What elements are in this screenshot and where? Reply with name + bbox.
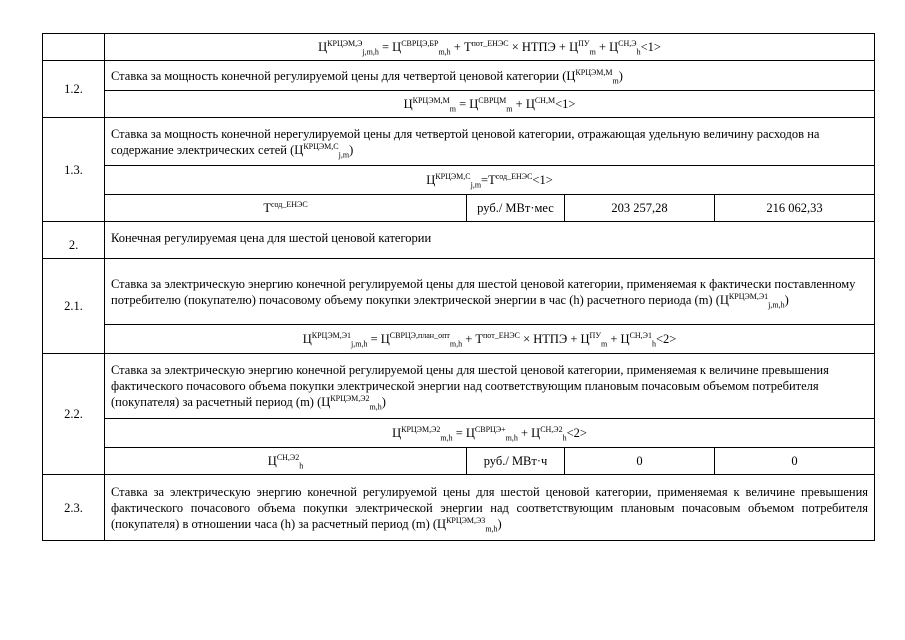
tariff-table: [42, 33, 875, 541]
row-number: 2.3.: [43, 475, 105, 541]
table-row: [43, 61, 875, 91]
row-number: 1.3.: [43, 118, 105, 222]
parameter-unit: руб./ МВт·мес: [467, 195, 565, 222]
formula-cell: $Ц^{КРЦЭМ,Э1}_{j,m,h} = Ц^{СВРЦЭ,план\_опт}_{m,h} + Т^{пот\_ЕНЭС}$ × НТПЭ + $Ц^{ПУ}_m + Ц^{СН,Э1}_h<2>$: [105, 325, 875, 354]
table-row: [43, 448, 875, 475]
table-row: [43, 325, 875, 354]
table-row: [43, 118, 875, 166]
row-description: Ставка за мощность конечной нерегулируемой цены для четвертой ценовой категории, отражающая удельную величину расходов на содержание электрических сетей $(Ц^{КРЦЭМ,С}_{j,m})$: [105, 118, 875, 166]
table-row: [43, 166, 875, 195]
row-description: Ставка за электрическую энергию конечной регулируемой цены для шестой ценовой категории, применяемая к фактически поставленному потребителю (покупателю) почасовому объему покупки электрической энергии в час (h) расчетного периода (m) $(Ц^{КРЦЭМ,Э1}_{j,m,h})$: [105, 259, 875, 325]
row-number: 2.2.: [43, 354, 105, 475]
section-heading: Конечная регулируемая цена для шестой ценовой категории: [105, 222, 875, 259]
parameter-unit: руб./ МВт·ч: [467, 448, 565, 475]
table-row: [43, 195, 875, 222]
value-period-1: 203 257,28: [565, 195, 715, 222]
row-number: 2.: [43, 222, 105, 259]
row-number: 2.1.: [43, 259, 105, 354]
table-row: [43, 354, 875, 419]
parameter-name: $Т^{сод\_ЕНЭС}$: [105, 195, 467, 222]
row-description: Ставка за мощность конечной регулируемой цены для четвертой ценовой категории $(Ц^{КРЦЭМ,М}_m)$: [105, 61, 875, 91]
formula-cell: $Ц^{КРЦЭМ,С}_{j,m}=Т^{сод\_ЕНЭС}<1>$: [105, 166, 875, 195]
parameter-name: $Ц^{СН,Э2}_h$: [105, 448, 467, 475]
table-row: [43, 475, 875, 541]
formula-cell: $Ц^{КРЦЭМ,Э}_{j,m,h} = Ц^{СВРЦЭ,БР}_{m,h} + Т^{пот\_ЕНЭС}$ × НТПЭ + $Ц^{ПУ}_m + Ц^{СН,Э}_h<1>$: [105, 34, 875, 61]
table-row: [43, 34, 875, 61]
row-description: Ставка за электрическую энергию конечной регулируемой цены для шестой ценовой категории, применяемая к величине превышения фактического почасового объема покупки электрической энергии над соответствующим плановым почасовым объемом потребителя (покупателя) в отношении часа (h) за расчетный период (m) $(Ц^{КРЦЭМ,Э3}_{m,h})$: [105, 475, 875, 541]
value-period-2: 216 062,33: [715, 195, 875, 222]
value-period-2: 0: [715, 448, 875, 475]
table-row: [43, 419, 875, 448]
value-period-1: 0: [565, 448, 715, 475]
formula-cell: $Ц^{КРЦЭМ,Э2}_{m,h} = Ц^{СВРЦЭ+}_{m,h} + Ц^{СН,Э2}_h<2>$: [105, 419, 875, 448]
row-description: Ставка за электрическую энергию конечной регулируемой цены для шестой ценовой категории, применяемая к величине превышения фактического почасового объема покупки электрической энергии над соответствующим плановым почасовым объемом потребителя (покупателя) за расчетный период (m) $(Ц^{КРЦЭМ,Э2}_{m,h})$: [105, 354, 875, 419]
row-number: 1.2.: [43, 61, 105, 118]
formula-cell: $Ц^{КРЦЭМ,М}_m = Ц^{СВРЦМ}_m + Ц^{СН,М}<1>$: [105, 91, 875, 118]
number-cell-empty: [43, 34, 105, 61]
table-row: [43, 259, 875, 325]
table-row: [43, 222, 875, 259]
table-row: [43, 91, 875, 118]
